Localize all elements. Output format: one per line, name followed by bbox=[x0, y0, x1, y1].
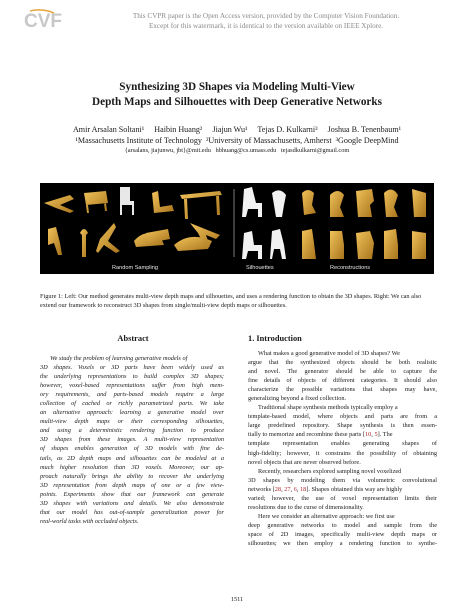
sample-chair-3 bbox=[48, 227, 62, 255]
intro-p2-line: large predefined repository. Shape synthesis is then essen- bbox=[248, 422, 437, 430]
intro-p3-line: varied; however, the use of voxel representation limits their bbox=[248, 494, 437, 502]
abstract-line: proach naturally brings the ability to recover the underlying bbox=[40, 472, 224, 480]
intro-p4-line: silhouettes; we then employ a rendering function to synthe- bbox=[248, 539, 437, 547]
figure-1-shapes bbox=[40, 183, 434, 274]
sample-lamp bbox=[80, 229, 88, 257]
title-line-1: Synthesizing 3D Shapes via Modeling Multi-View bbox=[119, 81, 355, 93]
cvf-logo-text: CVF bbox=[24, 11, 62, 32]
figure-caption: Figure 1: Left: Our method generates multi-view depth maps and silhouettes, and uses a rendering function to obtain the 3D shapes. Right: We can also extend our framework to reconstruct 3D shapes from single/multi-view depth maps or silhouettes. bbox=[40, 293, 422, 309]
page-number: 1511 bbox=[230, 596, 244, 603]
author-affiliations: ¹Massachusetts Institute of Technology ²University of Massachusetts, Amherst ³Google DeepMind bbox=[75, 136, 399, 145]
intro-p1-line: generalizing beyond a fixed collection. bbox=[248, 395, 347, 403]
citation-link[interactable]: 10 bbox=[364, 431, 372, 439]
abstract-line: tails, as 2D depth maps and silhouettes can be modeled at a bbox=[40, 454, 224, 462]
intro-p1-line: argue that the synthesized objects should be both realistic bbox=[248, 359, 437, 367]
open-access-watermark bbox=[66, 12, 466, 31]
abstract-line: the underlying representations to build complex 3D shapes; bbox=[40, 373, 224, 381]
citation-link[interactable]: 28 bbox=[274, 485, 282, 493]
label-random-sampling: Random Sampling bbox=[112, 265, 159, 271]
abstract-line: of shapes enables generation of 3D models with fine de- bbox=[40, 445, 224, 453]
sample-bench bbox=[84, 191, 108, 213]
abstract-line: and using a deterministic rendering function to produce bbox=[40, 427, 224, 435]
cvf-logo bbox=[22, 8, 62, 32]
intro-p3-line: resolutions due to the curse of dimensionality. bbox=[248, 503, 364, 511]
abstract-body bbox=[40, 354, 224, 526]
abstract-line: much higher resolution than 3D voxels. Moreover, our ap- bbox=[40, 463, 224, 471]
abstract-line: points. Experiments show that our framework can generate bbox=[40, 490, 224, 498]
intro-p4-line: deep generative networks to model and sample from the bbox=[248, 521, 437, 529]
intro-p2-line: high-fidelity; however, it constrains the possibility of obtaining bbox=[248, 449, 437, 457]
watermark-line-1: This CVPR paper is the Open Access version, provided by the Computer Vision Foundation. bbox=[132, 12, 400, 20]
intro-p2-line: Traditional shape synthesis methods typically employ a bbox=[258, 404, 398, 412]
random-samples bbox=[44, 187, 222, 257]
intro-p2-line: template representation enables generating shapes of bbox=[248, 440, 437, 448]
reconstructions bbox=[302, 189, 426, 259]
abstract-line: 3D shapes from these images. A multi-view representation bbox=[40, 436, 224, 444]
abstract-line: 3D shapes with variations and details. We also demonstrate bbox=[40, 499, 224, 507]
intro-p1-line: and novel. The generator should be able to capture the bbox=[248, 368, 437, 376]
citation-link[interactable]: 5 bbox=[374, 431, 378, 439]
author-names: Amir Arsalan Soltani¹ Haibin Huang² Jiajun Wu¹ Tejas D. Kulkarni³ Joshua B. Tenenbaum¹ bbox=[72, 125, 402, 134]
citation-link[interactable]: 6 bbox=[293, 485, 297, 493]
abstract-line: an alternative approach: learning a generative model over bbox=[40, 409, 224, 417]
intro-p2-line: novel objects that are never observed before. bbox=[248, 458, 361, 466]
intro-p1-line: fine details of objects of different categories. It should also bbox=[248, 377, 437, 385]
sample-table bbox=[180, 191, 222, 219]
intro-p4-line: Here we consider an alternative approach: we first use bbox=[258, 512, 395, 520]
sample-plane-2 bbox=[96, 223, 120, 253]
paper-title bbox=[40, 80, 434, 110]
label-silhouettes: Silhouettes bbox=[246, 265, 274, 271]
sample-chair-2 bbox=[152, 191, 174, 213]
intro-p4-line: space of 2D images, specifically multi-view depth maps or bbox=[248, 530, 437, 538]
watermark-line-2: Except for this watermark, it is identical to the version available on IEEE Xplore. bbox=[148, 21, 384, 30]
intro-p3-line: 3D shapes by modeling them via volumetric convolutional bbox=[248, 476, 437, 484]
sample-plane bbox=[44, 195, 74, 213]
intro-p3-line: Recently, researchers explored sampling novel voxelized bbox=[258, 467, 402, 475]
intro-p3-line-with-cites: networks [28, 27, 6, 18]. Shapes obtained this way are highly bbox=[248, 485, 403, 493]
abstract-line: 3D representation from depth maps of one or a few view- bbox=[40, 481, 224, 489]
abstract-heading: Abstract bbox=[117, 334, 149, 343]
silhouettes bbox=[242, 187, 286, 259]
author-block bbox=[20, 124, 454, 156]
abstract-line: collection of cached or richly parametrized parts. We take bbox=[40, 400, 224, 408]
intro-p1-line: characterize the possible variations that shapes may have, bbox=[248, 386, 437, 394]
citation-link[interactable]: 27 bbox=[284, 485, 291, 493]
abstract-line: 3D shapes. Voxels or 3D parts have been widely used as bbox=[40, 364, 224, 372]
abstract-line: multi-view depth maps or their corresponding silhouettes, bbox=[40, 418, 224, 426]
intro-p2-line-with-cites: tially to memorize and recombine these parts [10, 5]. The bbox=[248, 431, 393, 439]
author-emails: {arsalans, jiajunwu, jbt}@mit.edu hbhuang@cs.umass.edu tejasdkulkarni@gmail.com bbox=[124, 147, 350, 154]
title-line-2: Depth Maps and Silhouettes with Deep Generative Networks bbox=[92, 96, 382, 108]
intro-p1-line: What makes a good generative model of 3D shapes? We bbox=[258, 350, 400, 357]
sample-sofa bbox=[146, 229, 170, 243]
introduction-body bbox=[248, 349, 437, 548]
intro-p2-line: template-based model, where objects and parts are from a bbox=[248, 413, 437, 421]
abstract-line: however, voxel-based representations suffer from high mem- bbox=[40, 382, 224, 390]
introduction-heading: 1. Introduction bbox=[248, 334, 302, 343]
abstract-line: that our model has out-of-sample generalization power for bbox=[40, 508, 224, 516]
citation-link[interactable]: 18 bbox=[299, 485, 307, 493]
sample-chair-1 bbox=[120, 187, 134, 215]
abstract-line: ory requirements, and parts-based models require a large bbox=[40, 391, 224, 399]
abstract-line: We study the problem of learning generative models of bbox=[50, 355, 188, 362]
figure-1 bbox=[40, 183, 434, 274]
abstract-line: real-world tasks with occluded objects. bbox=[40, 517, 139, 525]
label-reconstructions: Reconstructions bbox=[330, 265, 371, 271]
